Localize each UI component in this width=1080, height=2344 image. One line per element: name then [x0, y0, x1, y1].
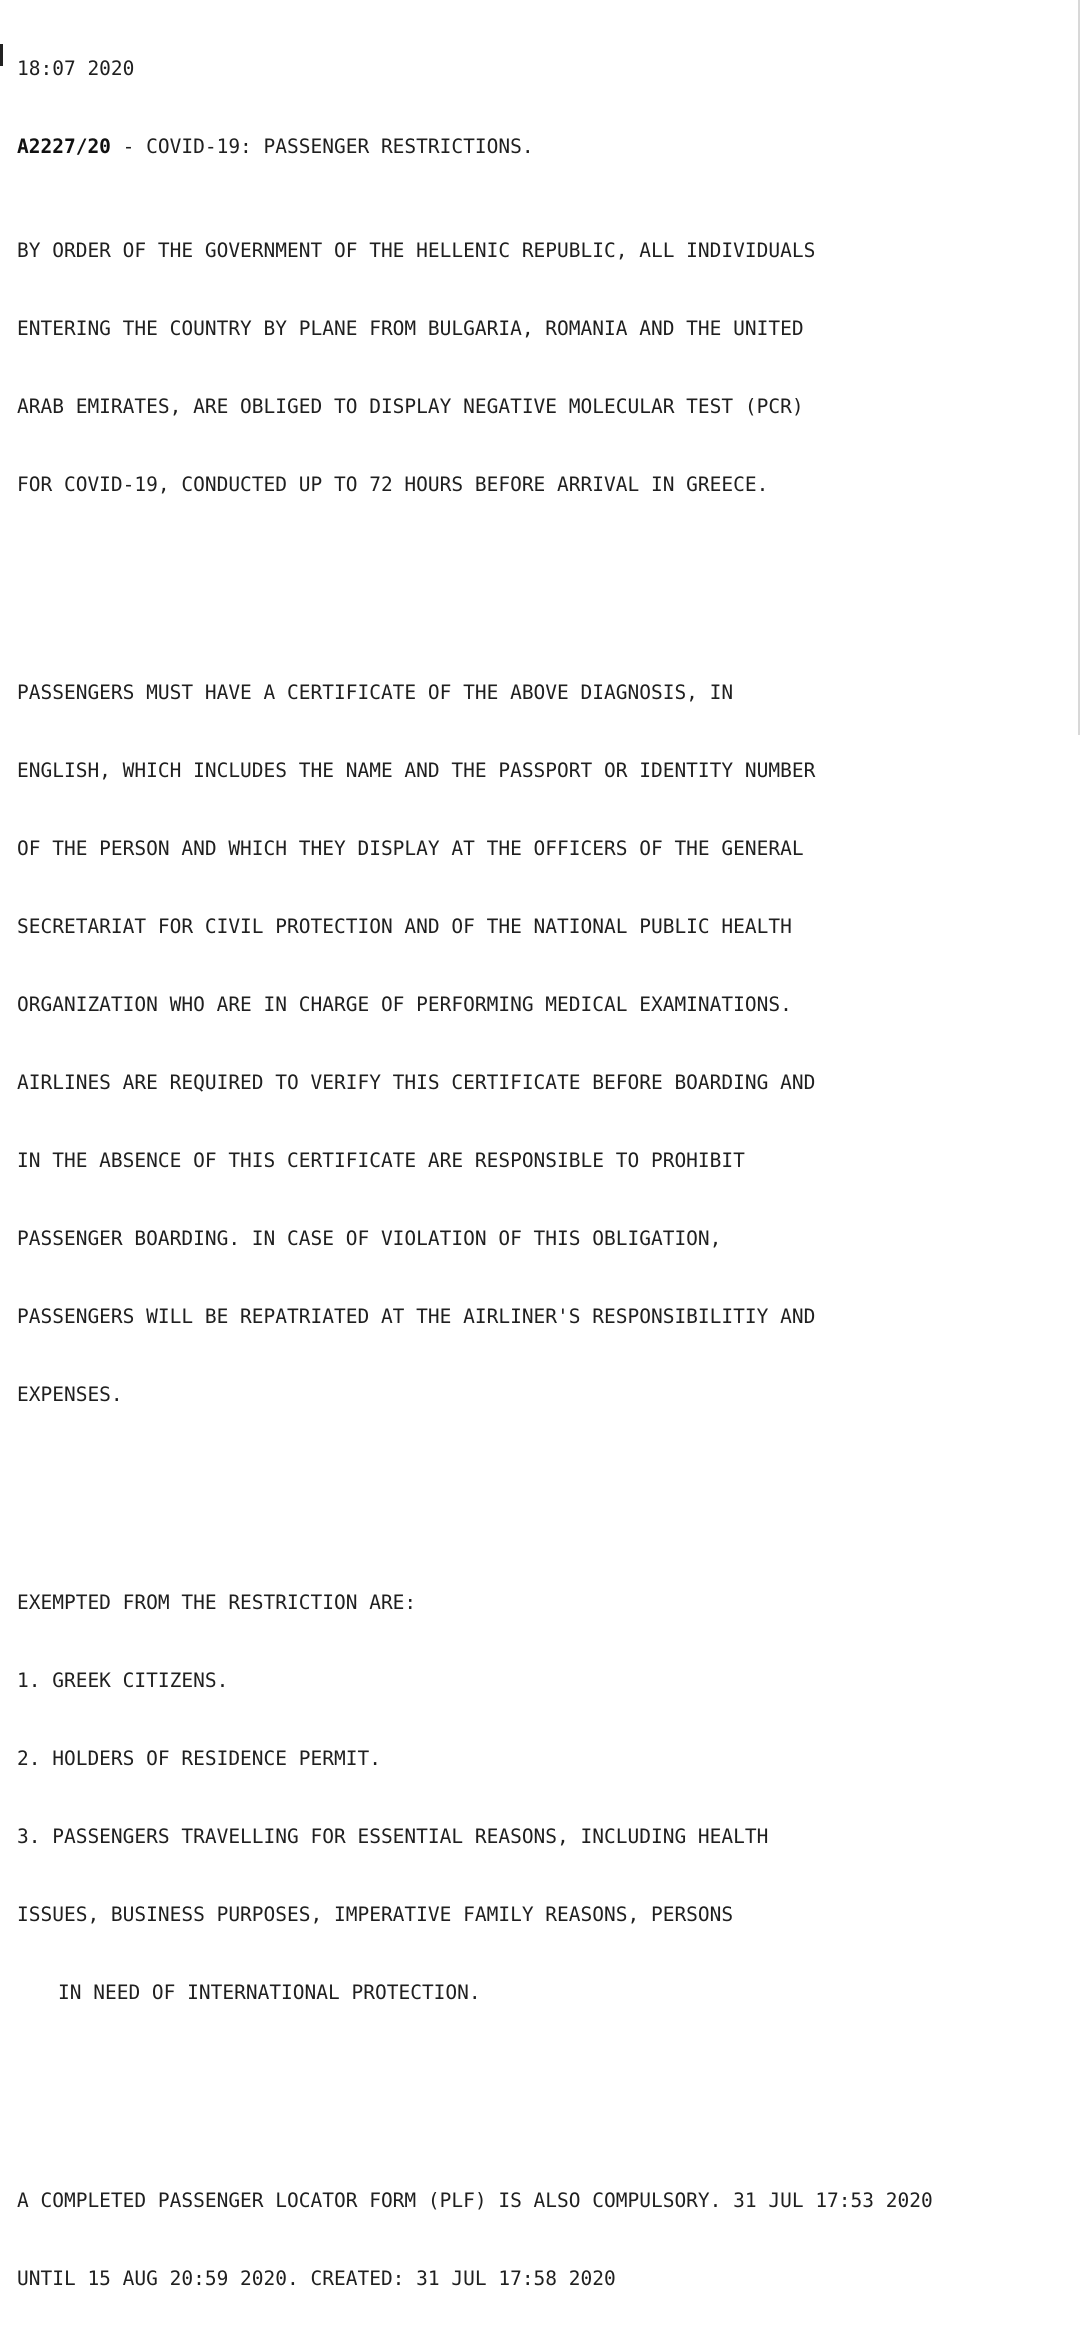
paragraph2-line: ORGANIZATION WHO ARE IN CHARGE OF PERFORMING MEDICAL EXAMINATIONS.	[17, 993, 792, 1016]
notam-id: A2227/20	[17, 135, 111, 158]
paragraph2-line: ENGLISH, WHICH INCLUDES THE NAME AND THE PASSPORT OR IDENTITY NUMBER	[17, 759, 816, 782]
paragraph1-line: BY ORDER OF THE GOVERNMENT OF THE HELLENIC REPUBLIC, ALL INDIVIDUALS	[17, 239, 816, 262]
exemptions-heading: EXEMPTED FROM THE RESTRICTION ARE:	[17, 1591, 417, 1614]
notam-title: - COVID-19: PASSENGER RESTRICTIONS.	[110, 135, 534, 158]
paragraph2-line: IN THE ABSENCE OF THIS CERTIFICATE ARE RESPONSIBLE TO PROHIBIT	[17, 1149, 745, 1172]
notam-header	[17, 134, 933, 160]
selection-marker	[0, 44, 3, 66]
closing-line: UNTIL 15 AUG 20:59 2020. CREATED: 31 JUL 17:58 2020	[17, 2267, 616, 2290]
paragraph1-line: FOR COVID-19, CONDUCTED UP TO 72 HOURS BEFORE ARRIVAL IN GREECE.	[17, 473, 769, 496]
exemption-item: 1. GREEK CITIZENS.	[17, 1669, 229, 1692]
exemption-item-continued: IN NEED OF INTERNATIONAL PROTECTION.	[58, 1981, 481, 2004]
paragraph-spacer	[17, 576, 933, 602]
paragraph-spacer	[17, 2084, 933, 2110]
exemption-item: 3. PASSENGERS TRAVELLING FOR ESSENTIAL REASONS, INCLUDING HEALTH	[17, 1825, 769, 1848]
exemption-item: 2. HOLDERS OF RESIDENCE PERMIT.	[17, 1747, 381, 1770]
paragraph2-line: EXPENSES.	[17, 1383, 123, 1406]
paragraph2-line: SECRETARIAT FOR CIVIL PROTECTION AND OF THE NATIONAL PUBLIC HEALTH	[17, 915, 792, 938]
notam-text-block	[17, 4, 933, 2344]
exemption-item-continued: ISSUES, BUSINESS PURPOSES, IMPERATIVE FAMILY REASONS, PERSONS	[17, 1903, 734, 1926]
paragraph2-line: OF THE PERSON AND WHICH THEY DISPLAY AT THE OFFICERS OF THE GENERAL	[17, 837, 804, 860]
paragraph2-line: AIRLINES ARE REQUIRED TO VERIFY THIS CERTIFICATE BEFORE BOARDING AND	[17, 1071, 816, 1094]
previous-notam-end-time: 18:07 2020	[17, 57, 135, 80]
closing-line: A COMPLETED PASSENGER LOCATOR FORM (PLF) IS ALSO COMPULSORY. 31 JUL 17:53 2020	[17, 2189, 933, 2212]
paragraph1-line: ARAB EMIRATES, ARE OBLIGED TO DISPLAY NEGATIVE MOLECULAR TEST (PCR)	[17, 395, 804, 418]
paragraph2-line: PASSENGERS MUST HAVE A CERTIFICATE OF THE ABOVE DIAGNOSIS, IN	[17, 681, 734, 704]
paragraph2-line: PASSENGERS WILL BE REPATRIATED AT THE AIRLINER'S RESPONSIBILITIY AND	[17, 1305, 816, 1328]
paragraph-spacer	[17, 1486, 933, 1512]
paragraph1-line: ENTERING THE COUNTRY BY PLANE FROM BULGARIA, ROMANIA AND THE UNITED	[17, 317, 804, 340]
paragraph2-line: PASSENGER BOARDING. IN CASE OF VIOLATION OF THIS OBLIGATION,	[17, 1227, 722, 1250]
